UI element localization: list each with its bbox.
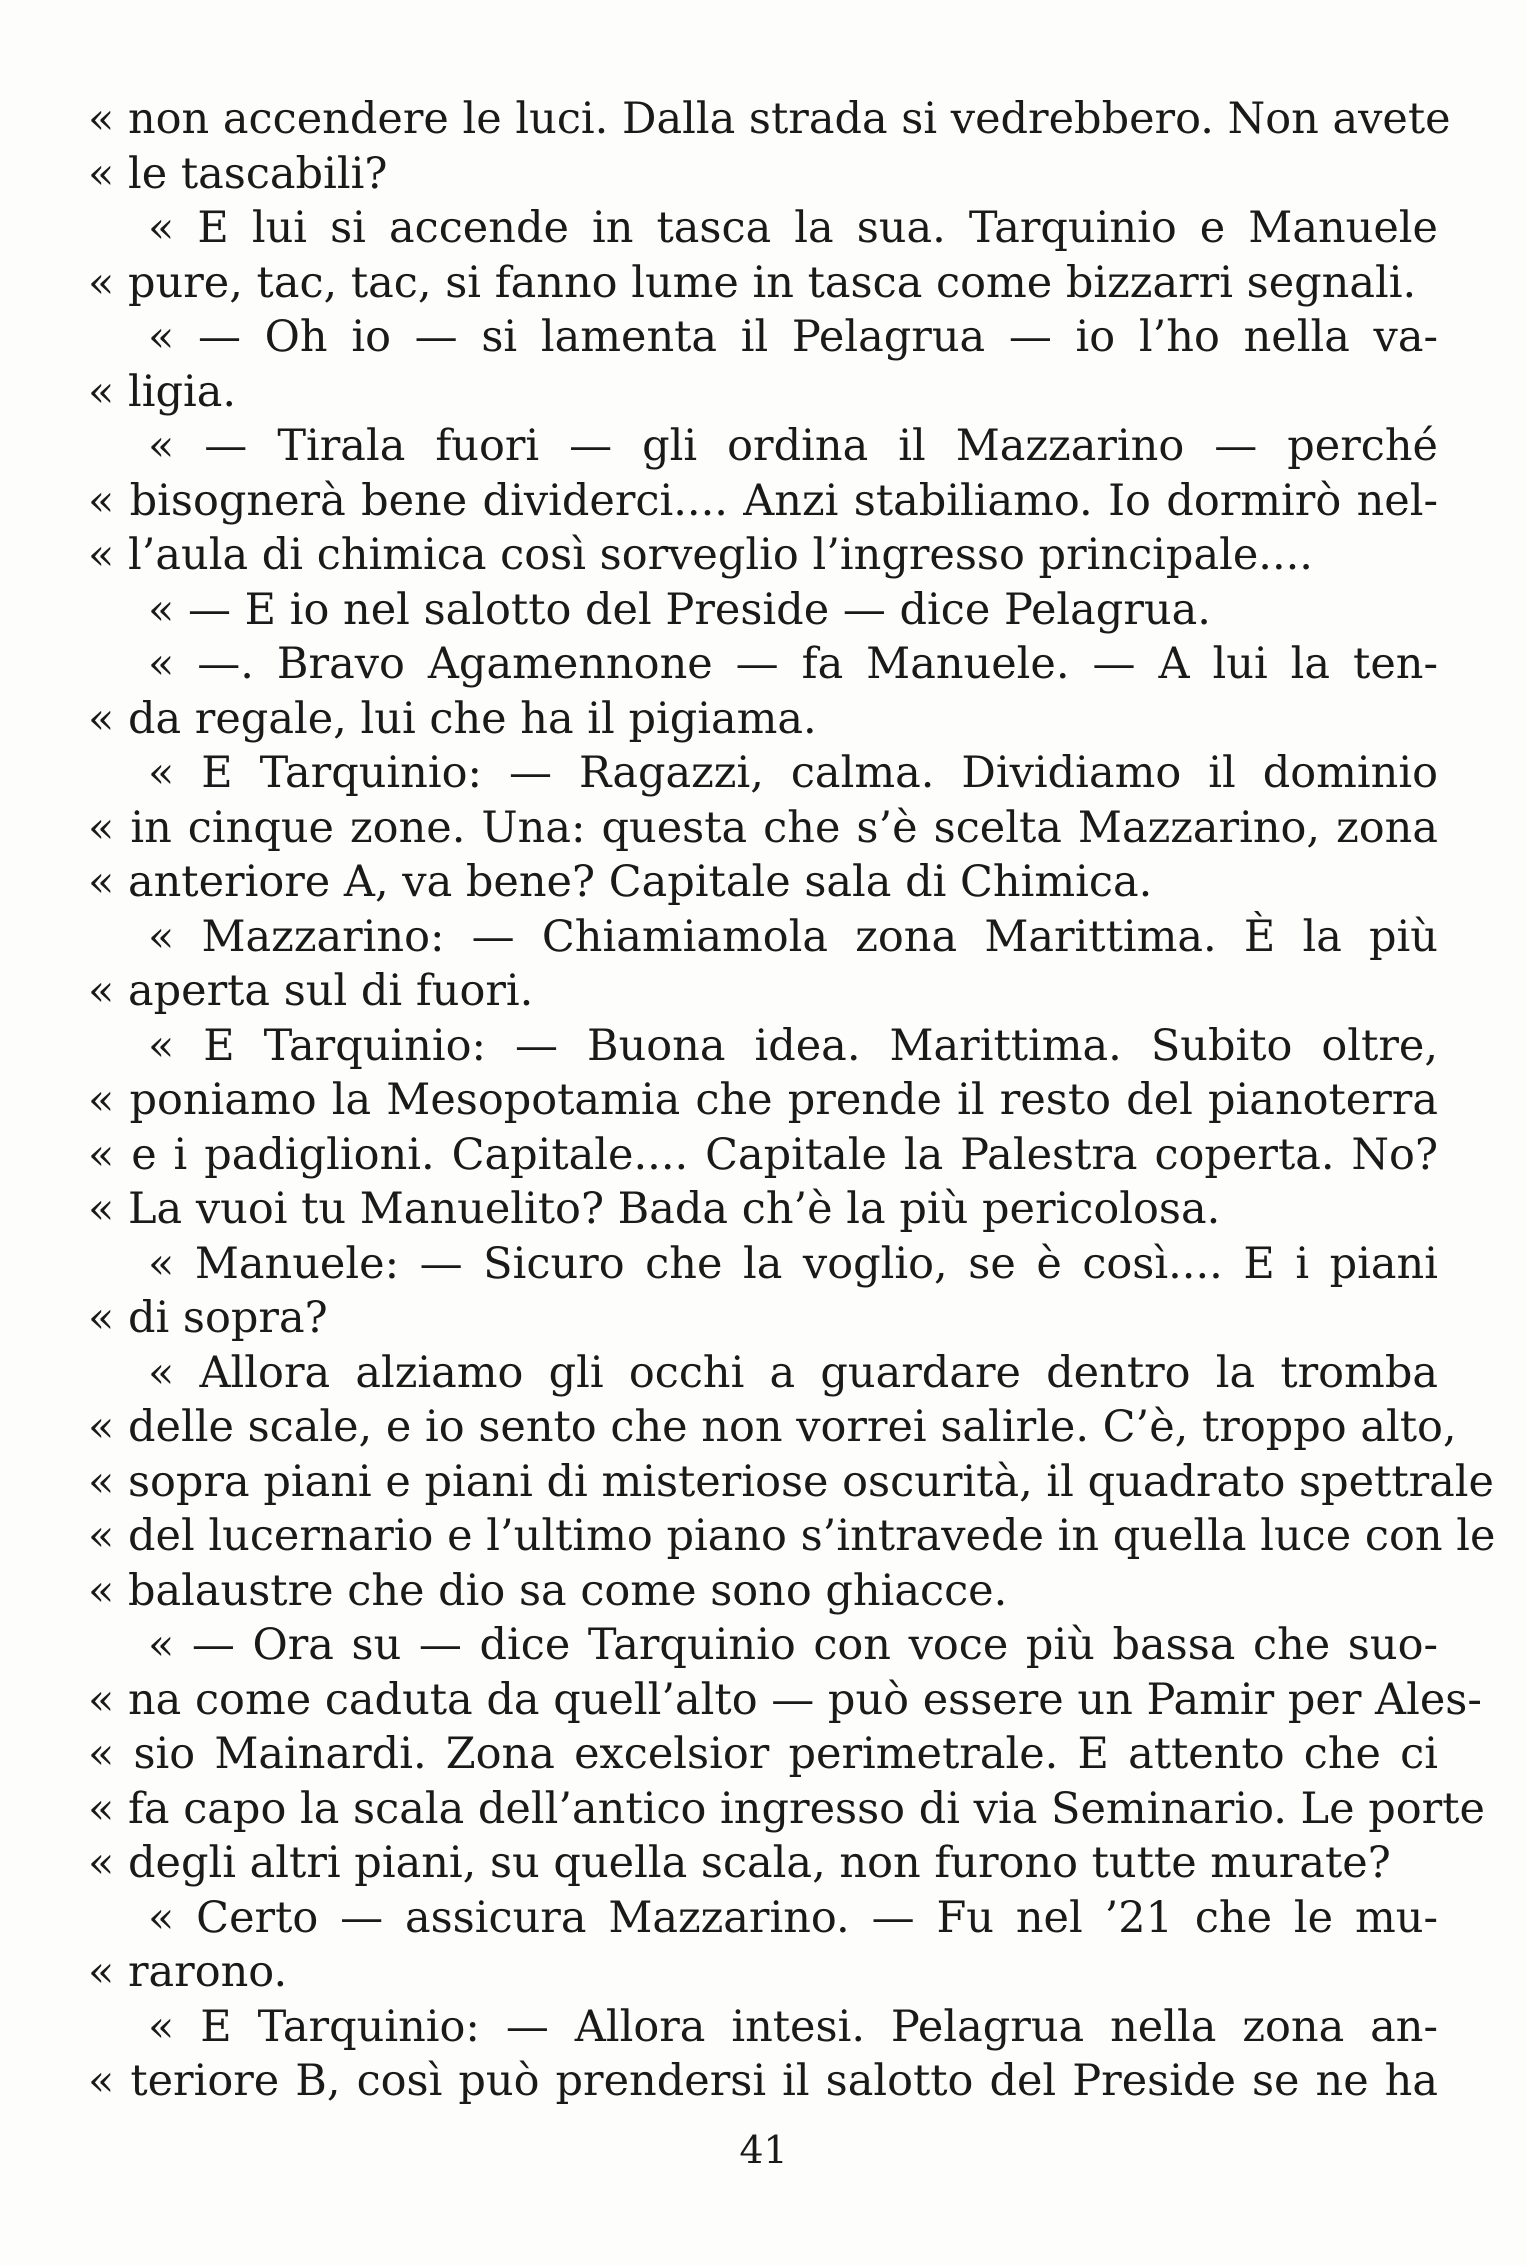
text-line — [88, 474, 1438, 529]
text-line — [88, 310, 1438, 365]
line-text: « —. Bravo Agamennone — fa Manuele. — A lui la ten- — [148, 639, 1438, 689]
text-line — [88, 1019, 1438, 1074]
line-text: « poniamo la Mesopotamia che prende il resto del pianoterra — [88, 1075, 1438, 1125]
line-text: « degli altri piani, su quella scala, non furono tutte murate? — [88, 1838, 1391, 1888]
line-text: « di sopra? — [88, 1293, 328, 1343]
text-line — [88, 1073, 1438, 1128]
line-text: « sio Mainardi. Zona excelsior perimetrale. E attento che ci — [88, 1729, 1438, 1779]
text-line — [88, 1836, 1438, 1891]
text-line — [88, 201, 1438, 256]
line-text: « teriore B, così può prendersi il salotto del Preside se ne ha — [88, 2056, 1438, 2106]
text-line — [88, 147, 1438, 202]
text-line — [88, 746, 1438, 801]
line-text: « l’aula di chimica così sorveglio l’ingresso principale.... — [88, 530, 1313, 580]
text-line — [88, 528, 1438, 583]
text-line — [88, 1237, 1438, 1292]
line-text: « fa capo la scala dell’antico ingresso di via Seminario. Le porte — [88, 1783, 1485, 1834]
text-line — [88, 1782, 1485, 1837]
text-line — [88, 910, 1438, 965]
text-line — [88, 1727, 1438, 1782]
line-text: « — Tirala fuori — gli ordina il Mazzarino — perché — [148, 421, 1438, 471]
line-text: « le tascabili? — [88, 148, 388, 199]
line-text: « pure, tac, tac, si fanno lume in tasca come bizzarri segnali. — [88, 257, 1417, 308]
line-text: « aperta sul di fuori. — [88, 966, 534, 1016]
text-line — [88, 1182, 1438, 1237]
text-line — [88, 637, 1438, 692]
line-text: « — E io nel salotto del Preside — dice Pelagrua. — [148, 584, 1211, 635]
text-line — [88, 1346, 1438, 1401]
line-text: « balaustre che dio sa come sono ghiacce. — [88, 1565, 1008, 1616]
line-text: « da regale, lui che ha il pigiama. — [88, 693, 817, 744]
line-text: « na come caduta da quell’alto — può essere un Pamir per Ales- — [88, 1674, 1482, 1725]
text-line — [88, 419, 1438, 474]
line-text: « La vuoi tu Manuelito? Bada ch’è la più pericolosa. — [88, 1184, 1221, 1234]
line-text: « — Oh io — si lamenta il Pelagrua — io l’ho nella va- — [148, 312, 1438, 362]
line-text: « Mazzarino: — Chiamiamola zona Marittima. È la più — [148, 911, 1438, 962]
text-line — [88, 692, 1438, 747]
text-line — [88, 1564, 1438, 1619]
text-line — [88, 1673, 1482, 1728]
text-line — [88, 256, 1438, 311]
text-line — [88, 92, 1451, 147]
line-text: « bisognerà bene dividerci.... Anzi stabiliamo. Io dormirò nel- — [88, 475, 1438, 526]
line-text: « delle scale, e io sento che non vorrei salirle. C’è, troppo alto, — [88, 1402, 1457, 1452]
line-text: « rarono. — [88, 1947, 288, 1997]
page-number: 41 — [739, 2128, 788, 2172]
text-line — [88, 583, 1438, 638]
line-text: « anteriore A, va bene? Capitale sala di Chimica. — [88, 857, 1153, 907]
text-line — [88, 2054, 1438, 2109]
line-text: « E Tarquinio: — Ragazzi, calma. Dividiamo il dominio — [148, 748, 1438, 798]
text-line — [88, 1891, 1438, 1946]
text-line — [88, 1400, 1457, 1455]
text-line — [88, 1455, 1495, 1510]
body-text — [88, 92, 1496, 2109]
line-text: « in cinque zone. Una: questa che s’è scelta Mazzarino, zona — [88, 802, 1438, 853]
line-text: « E lui si accende in tasca la sua. Tarquinio e Manuele — [148, 203, 1438, 253]
line-text: « Manuele: — Sicuro che la voglio, se è così.... E i piani — [148, 1238, 1438, 1289]
line-text: « E Tarquinio: — Allora intesi. Pelagrua nella zona an- — [148, 2001, 1438, 2052]
line-text: « Allora alziamo gli occhi a guardare dentro la tromba — [148, 1347, 1438, 1398]
text-line — [88, 1945, 1438, 2000]
text-line — [88, 2000, 1438, 2055]
line-text: « e i padiglioni. Capitale.... Capitale la Palestra coperta. No? — [88, 1129, 1438, 1180]
line-text: « Certo — assicura Mazzarino. — Fu nel ’21 che le mu- — [148, 1892, 1438, 1943]
text-line — [88, 365, 1438, 420]
text-line — [88, 1618, 1438, 1673]
line-text: « ligia. — [88, 366, 237, 417]
text-line — [88, 1509, 1496, 1564]
line-text: « — Ora su — dice Tarquinio con voce più bassa che suo- — [148, 1620, 1438, 1670]
text-line — [88, 964, 1438, 1019]
text-line — [88, 1128, 1438, 1183]
line-text: « non accendere le luci. Dalla strada si vedrebbero. Non avete — [88, 94, 1451, 144]
text-line — [88, 855, 1438, 910]
line-text: « del lucernario e l’ultimo piano s’intravede in quella luce con le — [88, 1511, 1496, 1561]
text-line — [88, 801, 1438, 856]
line-text: « E Tarquinio: — Buona idea. Marittima. Subito oltre, — [148, 1020, 1438, 1071]
text-line — [88, 1291, 1438, 1346]
line-text: « sopra piani e piani di misteriose oscurità, il quadrato spettrale — [88, 1456, 1495, 1507]
